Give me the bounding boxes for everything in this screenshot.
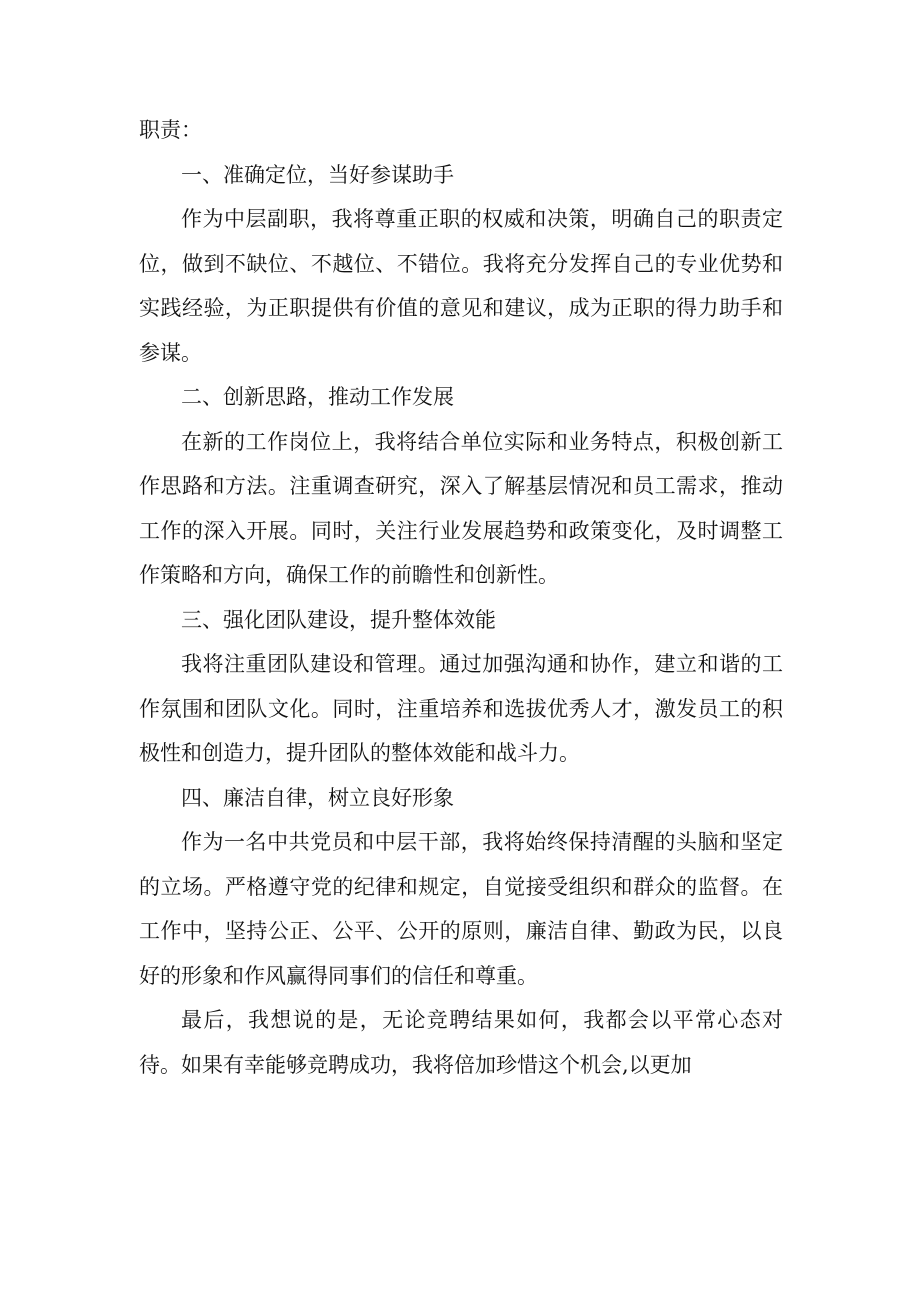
section-paragraph-3: 我将注重团队建设和管理。通过加强沟通和协作，建立和谐的工作氛围和团队文化。同时，注重培养和选拔优秀人才，激发员工的积极性和创造力，提升团队的整体效能和战斗力。 xyxy=(139,652,783,765)
section-heading-1: 一、准确定位，当好参谋助手 xyxy=(181,162,454,187)
intro-line: 职责： xyxy=(139,118,202,142)
section-heading-4: 四、廉洁自律，树立良好形象 xyxy=(181,785,454,810)
document-body xyxy=(139,108,783,1087)
section-paragraph-4: 作为一名中共党员和中层干部，我将始终保持清醒的头脑和坚定的立场。严格遵守党的纪律和规定，自觉接受组织和群众的监督。在工作中，坚持公正、公平、公开的原则，廉洁自律、勤政为民，以良好的形象和作风赢得同事们的信任和尊重。 xyxy=(139,830,783,988)
closing-paragraph: 最后，我想说的是，无论竞聘结果如何，我都会以平常心态对待。如果有幸能够竞聘成功，我将倍加珍惜这个机会,以更加 xyxy=(139,1008,783,1077)
section-paragraph-1: 作为中层副职，我将尊重正职的权威和决策，明确自己的职责定位，做到不缺位、不越位、不错位。我将充分发挥自己的专业优势和实践经验，为正职提供有价值的意见和建议，成为正职的得力助手和参谋。 xyxy=(139,207,783,365)
section-paragraph-2: 在新的工作岗位上，我将结合单位实际和业务特点，积极创新工作思路和方法。注重调查研究，深入了解基层情况和员工需求，推动工作的深入开展。同时，关注行业发展趋势和政策变化，及时调整工作策略和方向，确保工作的前瞻性和创新性。 xyxy=(139,429,783,587)
section-heading-2: 二、创新思路，推动工作发展 xyxy=(181,385,454,409)
section-heading-3: 三、强化团队建设，提升整体效能 xyxy=(181,607,496,632)
